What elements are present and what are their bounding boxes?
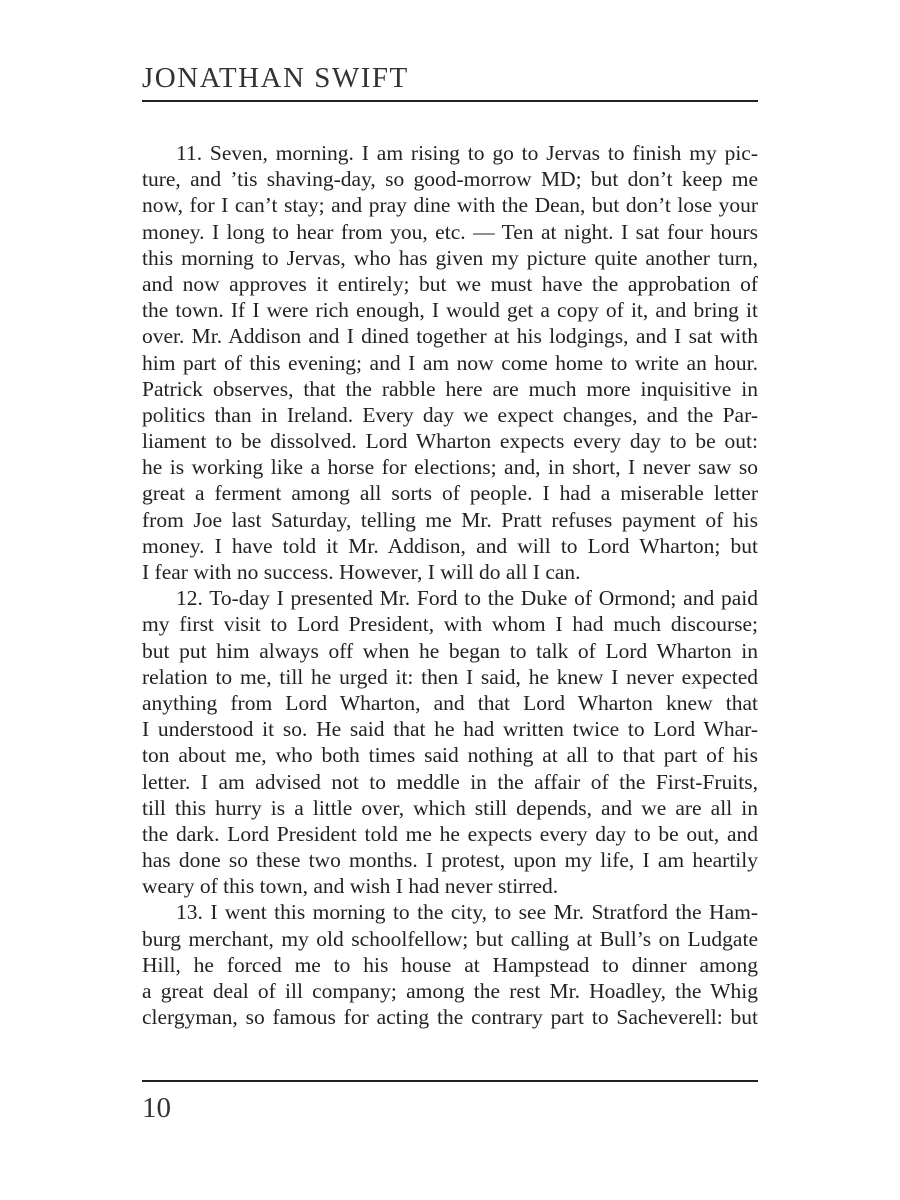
text-line: I fear with no success. However, I will do all I can.	[142, 560, 581, 584]
text-line: 11. Seven, morning. I am rising to go to Jervas to finish my pic-	[176, 141, 758, 165]
text-line: anything from Lord Wharton, and that Lord Wharton knew that	[142, 690, 758, 715]
text-line: 13. I went this morning to the city, to see Mr. Stratford the Ham-	[176, 900, 758, 925]
text-line: him part of this evening; and I am now come home to write an hour.	[142, 350, 758, 375]
text-line: relation to me, till he urged it: then I said, he knew I never expected	[142, 664, 758, 689]
text-line: money. I have told it Mr. Addison, and will to Lord Wharton; but	[142, 533, 758, 558]
text-line: 12. To-day I presented Mr. Ford to the Duke of Ormond; and paid	[176, 586, 758, 611]
text-line: great a ferment among all sorts of people. I had a miserable letter	[142, 481, 758, 506]
text-line: Hill, he forced me to his house at Hampstead to dinner among	[142, 952, 758, 977]
text-line: has done so these two months. I protest, upon my life, I am heartily	[142, 848, 758, 873]
text-line: this morning to Jervas, who has given my picture quite another turn,	[142, 245, 758, 270]
text-line: the dark. Lord President told me he expects every day to be out, and	[142, 821, 758, 846]
text-line: liament to be dissolved. Lord Wharton expects every day to be out:	[142, 429, 758, 454]
text-line: the town. If I were rich enough, I would get a copy of it, and bring it	[142, 298, 758, 323]
text-line: ton about me, who both times said nothing at all to that part of his	[142, 743, 758, 768]
text-line: ture, and ’tis shaving-day, so good-morrow MD; but don’t keep me	[142, 167, 758, 192]
text-line: but put him always off when he began to talk of Lord Wharton in	[142, 638, 758, 663]
text-line: letter. I am advised not to meddle in the affair of the First-Fruits,	[142, 769, 758, 794]
text-line: Patrick observes, that the rabble here are much more inquisitive in	[142, 376, 758, 401]
text-line: now, for I can’t stay; and pray dine with the Dean, but don’t lose your	[142, 193, 758, 218]
text-line: a great deal of ill company; among the rest Mr. Hoadley, the Whig	[142, 979, 758, 1003]
text-line: my first visit to Lord President, with whom I had much discourse;	[142, 612, 758, 637]
text-line: money. I long to hear from you, etc. — Ten at night. I sat four hours	[142, 219, 758, 244]
text-line: burg merchant, my old schoolfellow; but calling at Bull’s on Ludgate	[142, 926, 758, 951]
text-line: from Joe last Saturday, telling me Mr. Pratt refuses payment of his	[142, 507, 758, 532]
footer-rule	[142, 1080, 758, 1082]
text-line: till this hurry is a little over, which still depends, and we are all in	[142, 795, 758, 820]
text-line: over. Mr. Addison and I dined together at his lodgings, and I sat with	[142, 324, 758, 349]
text-line: weary of this town, and wish I had never stirred.	[142, 874, 559, 899]
text-line: clergyman, so famous for acting the contrary part to Sacheverell: but	[142, 1005, 758, 1030]
page-number: 10	[142, 1092, 171, 1124]
text-line: I understood it so. He said that he had written twice to Lord Whar-	[142, 717, 758, 742]
text-line: politics than in Ireland. Every day we expect changes, and the Par-	[142, 402, 758, 427]
header-rule	[142, 100, 758, 102]
body-text	[142, 140, 758, 1030]
text-line: and now approves it entirely; but we must have the approbation of	[142, 271, 758, 296]
text-line: he is working like a horse for elections; and, in short, I never saw so	[142, 455, 758, 480]
running-header-title: JONATHAN SWIFT	[142, 62, 409, 94]
